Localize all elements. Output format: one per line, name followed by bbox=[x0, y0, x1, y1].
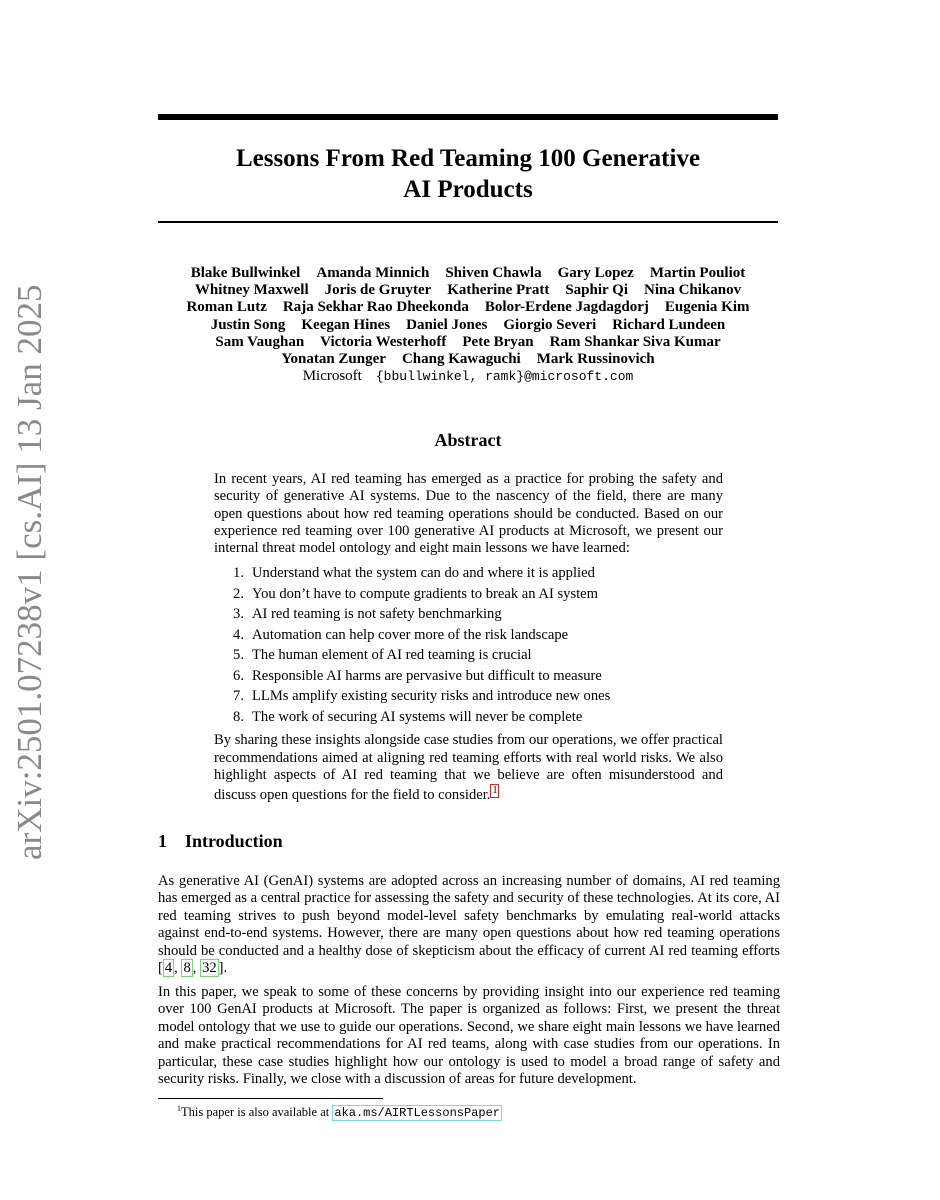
author-name: Blake Bullwinkel bbox=[190, 265, 301, 281]
author-name: Victoria Westerhoff bbox=[320, 333, 447, 350]
abstract-heading: Abstract bbox=[434, 430, 502, 450]
author-name: Shiven Chawla bbox=[445, 265, 542, 281]
section-heading-introduction bbox=[158, 831, 283, 852]
paper-title bbox=[158, 143, 778, 205]
author-name: Katherine Pratt bbox=[447, 282, 550, 299]
title-line-2: AI Products bbox=[403, 176, 533, 203]
author-name: Richard Lundeen bbox=[612, 316, 726, 333]
footnote-marker: 1 bbox=[177, 1104, 181, 1113]
author-line bbox=[140, 282, 796, 299]
list-item bbox=[222, 707, 723, 728]
author-line bbox=[140, 299, 796, 316]
author-name: Pete Bryan bbox=[462, 333, 534, 350]
arxiv-identifier-stamp: arXiv:2501.07238v1 [cs.AI] 13 Jan 2025 bbox=[10, 284, 49, 860]
list-text: Understand what the system can do and where it is applied bbox=[252, 565, 595, 582]
author-name: Amanda Minnich bbox=[316, 265, 430, 281]
author-line bbox=[140, 317, 796, 334]
abstract-intro: In recent years, AI red teaming has emerged as a practice for probing the safety and security of generative AI systems. Due to the nascency of the field, there are many open questions about how red teaming operations should be conducted. Based on our experience red teaming over 100 generative AI products at Microsoft, we present our internal threat model ontology and eight main lessons we have learned: bbox=[214, 471, 723, 557]
author-name: Yonatan Zunger bbox=[281, 351, 386, 368]
title-bottom-rule bbox=[158, 221, 778, 223]
list-number: 6. bbox=[233, 667, 244, 684]
list-text: The human element of AI red teaming is crucial bbox=[252, 647, 532, 664]
intro-paragraph-1: As generative AI (GenAI) systems are adopted across an increasing number of domains, AI red teaming has emerged as a central practice for assessing the safety and security of these technologies. At its core, AI red teaming strives to push beyond model-level safety benchmarks by emulating real-world attacks against end-to-end systems. However, there are many open questions about how red teaming operations should be conducted and a healthy dose of skepticism about the efficacy of current AI red teaming efforts [ 4 , 8 , 32 ]. bbox=[158, 873, 780, 977]
author-name: Whitney Maxwell bbox=[194, 282, 309, 299]
list-item bbox=[222, 625, 723, 646]
list-text: LLMs amplify existing security risks and introduce new ones bbox=[252, 688, 611, 705]
footnote-rule bbox=[158, 1098, 383, 1099]
citation-link[interactable]: 4 bbox=[164, 960, 173, 977]
intro-paragraph-2 bbox=[158, 984, 780, 1088]
footnote-link[interactable]: 1 bbox=[492, 785, 498, 797]
author-name: Giorgio Severi bbox=[503, 316, 597, 333]
citation-link[interactable]: 8 bbox=[183, 960, 191, 977]
author-line bbox=[140, 351, 796, 368]
list-number: 3. bbox=[233, 606, 244, 623]
list-number: 8. bbox=[233, 708, 244, 725]
list-number: 7. bbox=[233, 688, 244, 705]
list-item bbox=[222, 584, 723, 605]
author-name: Roman Lutz bbox=[186, 299, 267, 316]
abstract-body bbox=[214, 471, 723, 805]
author-name: Daniel Jones bbox=[406, 316, 488, 333]
abstract-closing bbox=[214, 732, 723, 804]
author-name: Keegan Hines bbox=[301, 316, 391, 333]
citation-close: ]. bbox=[218, 960, 228, 977]
author-name: Mark Russinovich bbox=[536, 351, 655, 368]
affiliation-line bbox=[140, 368, 796, 385]
list-number: 4. bbox=[233, 626, 244, 643]
list-item bbox=[222, 666, 723, 687]
author-name: Chang Kawaguchi bbox=[401, 351, 521, 368]
author-name: Eugenia Kim bbox=[664, 299, 750, 316]
author-line bbox=[140, 334, 796, 351]
author-line bbox=[140, 265, 796, 282]
author-name: Raja Sekhar Rao Dheekonda bbox=[282, 299, 469, 316]
list-item bbox=[222, 645, 723, 666]
section-number: 1 bbox=[158, 831, 167, 851]
list-number: 1. bbox=[233, 565, 244, 582]
author-name: Joris de Gruyter bbox=[324, 282, 432, 299]
list-item bbox=[222, 686, 723, 707]
paragraph-text: As generative AI (GenAI) systems are adopted across an increasing number of domains, AI red teaming has emerged as a central practice for assessing the safety and security of these technologies. At its core, AI red teaming strives to push beyond model-level safety benchmarks by emulating real-world attacks against end-to-end systems. However, there are many open questions about how red teaming operations should be conducted and a healthy dose of skepticism about the efficacy of current AI red teaming efforts bbox=[158, 873, 780, 959]
list-text: The work of securing AI systems will never be complete bbox=[252, 708, 583, 725]
footnote-url-link[interactable]: aka.ms/AIRTLessonsPaper bbox=[334, 1106, 500, 1121]
author-name: Saphir Qi bbox=[565, 282, 628, 299]
list-number: 2. bbox=[233, 585, 244, 602]
citation-link[interactable]: 32 bbox=[202, 960, 217, 977]
abstract-closing-text: By sharing these insights alongside case studies from our operations, we offer practical recommendations aimed at aligning red teaming efforts with real world risks. We also highlight aspects of AI red teaming that we believe are often misunderstood and discuss open questions for the field to consider. bbox=[214, 732, 723, 804]
author-name: Gary Lopez bbox=[557, 265, 634, 281]
title-line-1: Lessons From Red Teaming 100 Generative bbox=[235, 145, 701, 172]
list-item bbox=[222, 563, 723, 584]
list-text: Automation can help cover more of the risk landscape bbox=[252, 626, 569, 643]
affiliation: Microsoft bbox=[302, 368, 362, 385]
list-text: AI red teaming is not safety benchmarking bbox=[252, 606, 502, 623]
footnote bbox=[177, 1100, 502, 1122]
list-item bbox=[222, 604, 723, 625]
section-title: Introduction bbox=[185, 831, 283, 851]
lessons-list bbox=[214, 563, 723, 727]
author-name: Nina Chikanov bbox=[644, 282, 742, 299]
author-name: Martin Pouliot bbox=[649, 265, 746, 281]
author-name: Sam Vaughan bbox=[215, 333, 305, 350]
author-name: Ram Shankar Siva Kumar bbox=[549, 333, 721, 350]
list-text: You don’t have to compute gradients to break an AI system bbox=[252, 585, 599, 602]
footnote-text: This paper is also available at bbox=[181, 1105, 333, 1120]
title-top-rule bbox=[158, 114, 778, 120]
list-text: Responsible AI harms are pervasive but difficult to measure bbox=[252, 667, 602, 684]
paragraph-text: In this paper, we speak to some of these concerns by providing insight into our experience red teaming over 100 GenAI products at Microsoft. The paper is organized as follows: First, we present the threat model ontology that we use to guide our operations. Second, we share eight main lessons we have learned and make practical recommendations for AI red teams, along with case studies from our operations. In particular, these case studies highlight how our ontology is used to model a broad range of safety and security risks. Finally, we close with a discussion of areas for future development. bbox=[158, 984, 780, 1088]
author-name: Bolor-Erdene Jagdagdorj bbox=[484, 299, 649, 316]
list-number: 5. bbox=[233, 647, 244, 664]
author-name: Justin Song bbox=[210, 316, 286, 333]
author-emails: {bbullwinkel, ramk}@microsoft.com bbox=[375, 369, 634, 385]
author-block bbox=[140, 265, 796, 385]
